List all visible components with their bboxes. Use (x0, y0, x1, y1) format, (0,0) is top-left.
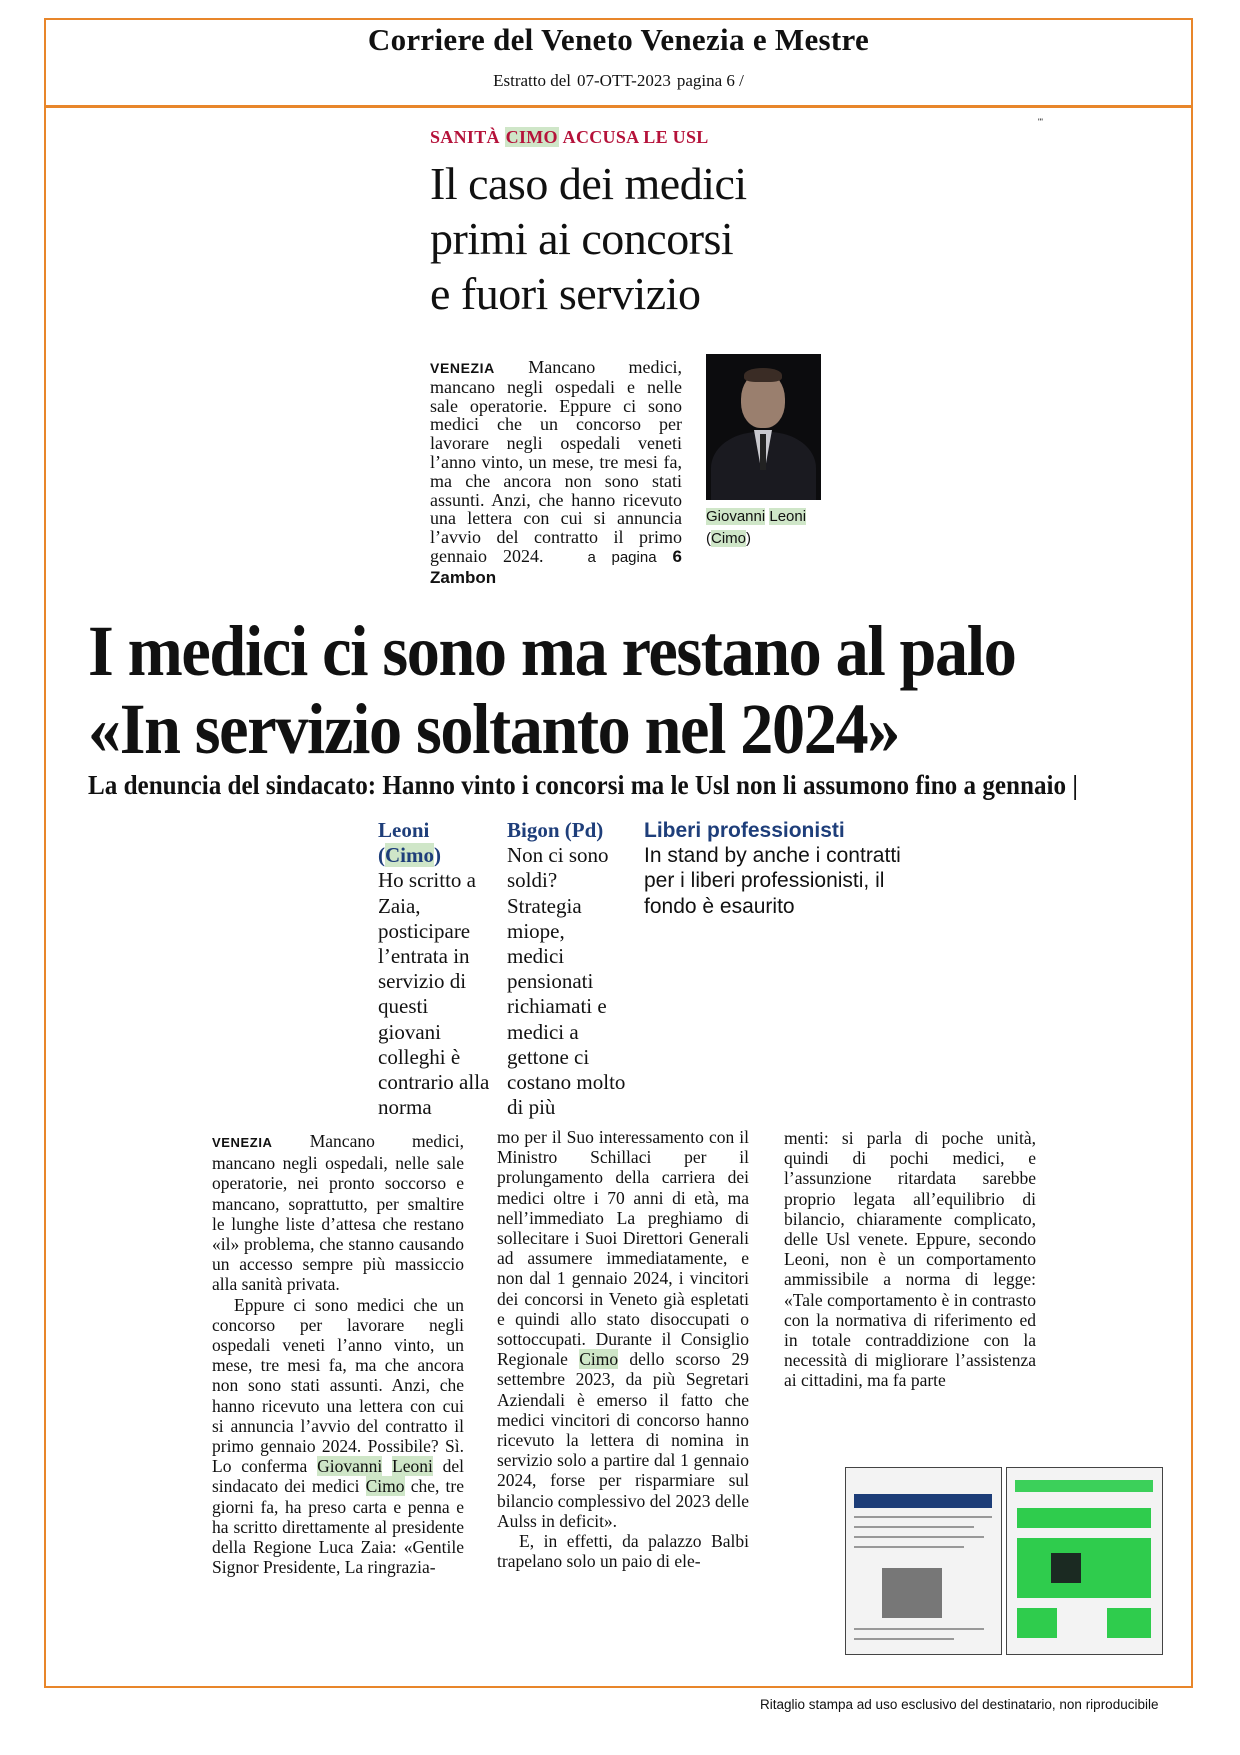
publication-title: Corriere del Veneto Venezia e Mestre (367, 22, 870, 57)
article-column-2 (497, 1127, 749, 1571)
quote-text: In stand by anche i contratti per i liberi professionisti, il fondo è esaurito (644, 844, 901, 918)
extract-page: pagina 6 / (676, 71, 744, 90)
teaser-title-line: primi ai concorsi (430, 213, 734, 264)
paragraph: E, in effetti, da palazzo Balbi trapelano solo un paio di ele- (497, 1531, 749, 1572)
extract-label: Estratto del (493, 71, 572, 90)
footer-disclaimer: Ritaglio stampa ad uso esclusivo del destinatario, non riproducibile (760, 1697, 1159, 1712)
article-title (88, 612, 1100, 768)
extract-info (44, 71, 1193, 91)
quote-text: Non ci sono soldi? Strategia miope, medici pensionati richiamati e medici a gettone ci costano molto di più (507, 843, 626, 1120)
teaser-body (430, 358, 682, 588)
photo-caption: Giovanni Leoni (Cimo) (706, 508, 807, 547)
teaser-place: VENEZIA (430, 360, 495, 376)
article-title-line: «In servizio soltanto nel 2024» (88, 689, 899, 769)
quote-text: Ho scritto a Zaia, posticipare l’entrata in servizio di questi giovani colleghi è contrario alla norma (378, 868, 490, 1120)
corner-mark: "' (1038, 117, 1043, 127)
front-page-thumbnail (845, 1467, 1002, 1655)
article-place: VENEZIA (212, 1135, 273, 1150)
portrait-photo (706, 354, 821, 500)
teaser-text: Mancano medici, mancano negli ospedali e nelle sale operatorie. Eppure ci sono medici che un concorso per lavorare negli ospedali veneti l’anno vinto, un mese, tre mesi fa, ma che ancora non sono stati assunti. Anzi, che hanno ricevuto una lettera con cui si annuncia l’avvio del contratto il primo gennaio 2024. (430, 357, 682, 566)
paragraph: menti: si parla di poche unità, quindi di pochi medici, e l’assunzione ritardata sarebbe proprio legata all’equilibrio di bilancio, chiaramente complicato, delle Usl venete. Eppure, secondo Leoni, non è un comportamento ammissibile a norma di legge: «Tale comportamento è in contrasto con la normativa di riferimento ed in totale contraddizione con la necessità di migliorare l’assistenza ai cittadini, ma fa parte (784, 1128, 1036, 1391)
header-divider (44, 105, 1193, 108)
quote-leoni (378, 818, 490, 1120)
teaser-title-line: e fuori servizio (430, 268, 701, 319)
quote-speaker: Bigon (Pd) (507, 818, 604, 842)
quote-bigon (507, 818, 627, 1120)
quote-speaker: Leoni (Cimo) (378, 818, 441, 868)
teaser-author: Zambon (430, 567, 497, 587)
paragraph: mo per il Suo interessamento con il Ministro Schillaci per il prolungamento della carriera dei medici oltre i 70 anni di età, ma nell’immediato La preghiamo di sollecitare i Suoi Direttori Generali ad assumere immediatamente, e non dal 1 gennaio 2024, i vincitori dei concorsi in Veneto già espletati e quindi allo stato disoccupati o sottoccupati. Durante il Consiglio Regionale Cimo dello scorso 29 settembre 2023, da più Segretari Aziendali è emerso il fatto che medici vincitori di concorso hanno ricevuto la lettera di nomina in servizio solo a partire dal 1 gennaio 2024, forse per risparmiare sul bilancio complessivo del 2023 delle Aulss in deficit». (497, 1127, 749, 1531)
teaser-page-ref: a pagina (587, 548, 657, 566)
teaser-title (430, 156, 850, 321)
teaser-title-line: Il caso dei medici (430, 158, 747, 209)
teaser-page-number: 6 (672, 546, 683, 566)
article-title-line: I medici ci sono ma restano al palo (88, 611, 1016, 691)
article-column-1 (212, 1131, 464, 1577)
caption-org: Cimo (711, 530, 747, 547)
paragraph: Eppure ci sono medici che un concorso per lavorare negli ospedali veneti l’anno vinto, un mese, tre mesi fa, ma che ancora non sono stati assunti. Anzi, che hanno ricevuto una lettera con cui si annuncia l’avvio del contratto il primo gennaio 2024. Possibile? Sì. Lo conferma Giovanni Leoni del sindacato dei medici Cimo che, tre giorni fa, ha preso carta e penna e ha scritto direttamente al presidente della Regione Luca Zaia: «Gentile Signor Presidente, La ringrazia- (212, 1294, 465, 1578)
paragraph: VENEZIA Mancano medici, mancano negli ospedali, nelle sale operatorie, nei pronto soccorso e mancano, soprattutto, per smaltire le lunghe liste d’attesa che restano «il» problema, che stanno causando un accesso sempre più massiccio alla sanità privata. (212, 1131, 464, 1295)
caption-first-name: Giovanni (706, 508, 766, 525)
article-column-3 (784, 1128, 1036, 1391)
quote-speaker: Liberi professionisti (644, 819, 845, 842)
article-subtitle: La denuncia del sindacato: Hanno vinto i concorsi ma le Usl non li assumono fino a gennaio | (88, 770, 1078, 800)
kicker-section: SANITÀ (430, 127, 500, 147)
kicker-text: ACCUSA LE USL (562, 127, 709, 147)
caption-last-name: Leoni (769, 508, 807, 525)
quote-liberi-professionisti (644, 818, 924, 919)
extract-date: 07-OTT-2023 (577, 71, 671, 90)
teaser-kicker (430, 127, 709, 148)
kicker-highlight: CIMO (505, 127, 558, 147)
article-page-thumbnail (1006, 1467, 1163, 1655)
